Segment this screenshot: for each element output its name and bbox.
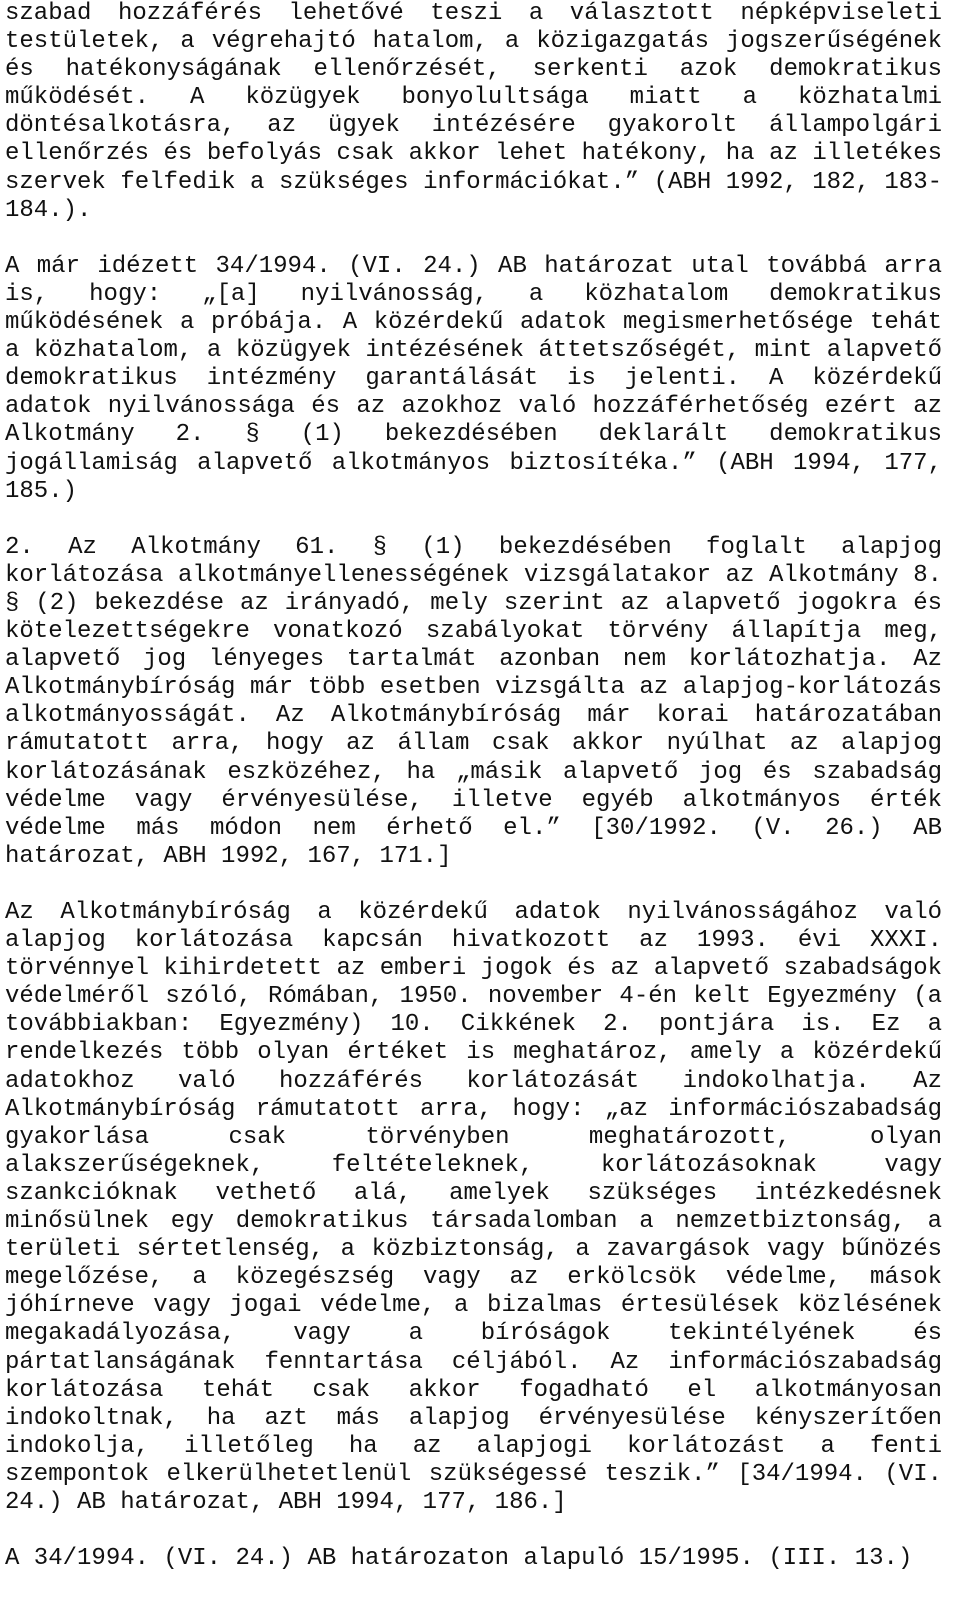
paragraph-2: A már idézett 34/1994. (VI. 24.) AB határozat utal továbbá arra is, hogy: „[a] nyilvánosság, a közhatalom demokratikus működésének a próbája. A közérdekű adatok megismerhetősége tehát a közhatalom, a közügyek intézésének áttetszőségét, mint alapvető demokratikus intézmény garantálását is jelenti. A közérdekű adatok nyilvánossága és az azokhoz való hozzáférhetőség ezért az Alkotmány 2. § (1) bekezdésében deklarált demokratikus jogállamiság alapvető alkotmányos biztosítéka.” (ABH 1994, 177, 185.) <box>5 252 942 505</box>
paragraph-4: Az Alkotmánybíróság a közérdekű adatok nyilvánosságához való alapjog korlátozása kapcsán hivatkozott az 1993. évi XXXI. törvénnyel kihirdetett az emberi jogok és az alapvető szabadságok védelméről szóló, Rómában, 1950. november 4-én kelt Egyezmény (a továbbiakban: Egyezmény) 10. Cikkének 2. pontjára is. Ez a rendelkezés több olyan értéket is meghatároz, amely a közérdekű adatokhoz való hozzáférés korlátozását indokolhatja. Az Alkotmánybíróság rámutatott arra, hogy: „az információszabadság gyakorlása csak törvényben meghatározott, olyan alakszerűségeknek, feltételeknek, korlátozásoknak vagy szankcióknak vethető alá, amelyek szükséges intézkedésnek minősülnek egy demokratikus társadalomban a nemzetbiztonság, a területi sértetlenség, a közbiztonság, a zavargások vagy bűnözés megelőzése, a közegészség vagy az erkölcsök védelme, mások jóhírneve vagy jogai védelme, a bizalmas értesülések közlésének megakadályozása, vagy a bíróságok tekintélyének és pártatlanságának fenntartása céljából. Az információszabadság korlátozása tehát csak akkor fogadható el alkotmányosan indokoltnak, ha azt más alapjog érvényesülése kényszerítően indokolja, illetőleg ha az alapjogi korlátozást a fenti szempontok elkerülhetetlenül szükségessé teszik.” [34/1994. (VI. 24.) AB határozat, ABH 1994, 177, 186.] <box>5 899 942 1516</box>
paragraph-3: 2. Az Alkotmány 61. § (1) bekezdésében foglalt alapjog korlátozása alkotmányellenességének vizsgálatakor az Alkotmány 8. § (2) bekezdése az irányadó, mely szerint az alapvető jogokra és kötelezettségekre vonatkozó szabályokat törvény állapítja meg, alapvető jog lényeges tartalmát azonban nem korlátozhatja. Az Alkotmánybíróság már több esetben vizsgálta az alapjog-korlátozás alkotmányosságát. Az Alkotmánybíróság már korai határozatában rámutatott arra, hogy az állam csak akkor nyúlhat az alapjog korlátozásának eszközéhez, ha „másik alapvető jog és szabadság védelme vagy érvényesülése, illetve egyéb alkotmányos érték védelme más módon nem érhető el.” [30/1992. (V. 26.) AB határozat, ABH 1992, 167, 171.] <box>5 533 942 870</box>
paragraph-5: A 34/1994. (VI. 24.) AB határozaton alapuló 15/1995. (III. 13.) <box>5 1545 913 1573</box>
paragraph-spacer <box>5 1517 942 1545</box>
paragraph-spacer <box>5 506 942 534</box>
paragraph-spacer <box>5 225 942 253</box>
paragraph-spacer <box>5 871 942 899</box>
paragraph-1: szabad hozzáférés lehetővé teszi a választott népképviseleti testületek, a végrehajtó hatalom, a közigazgatás jogszerűségének és hatékonyságának ellenőrzését, serkenti azok demokratikus működését. A közügyek bonyolultsága miatt a közhatalmi döntésalkotásra, az ügyek intézésére gyakorolt állampolgári ellenőrzés és befolyás csak akkor lehet hatékony, ha az illetékes szervek felfedik a szükséges információkat.” (ABH 1992, 182, 183-184.). <box>5 0 942 224</box>
